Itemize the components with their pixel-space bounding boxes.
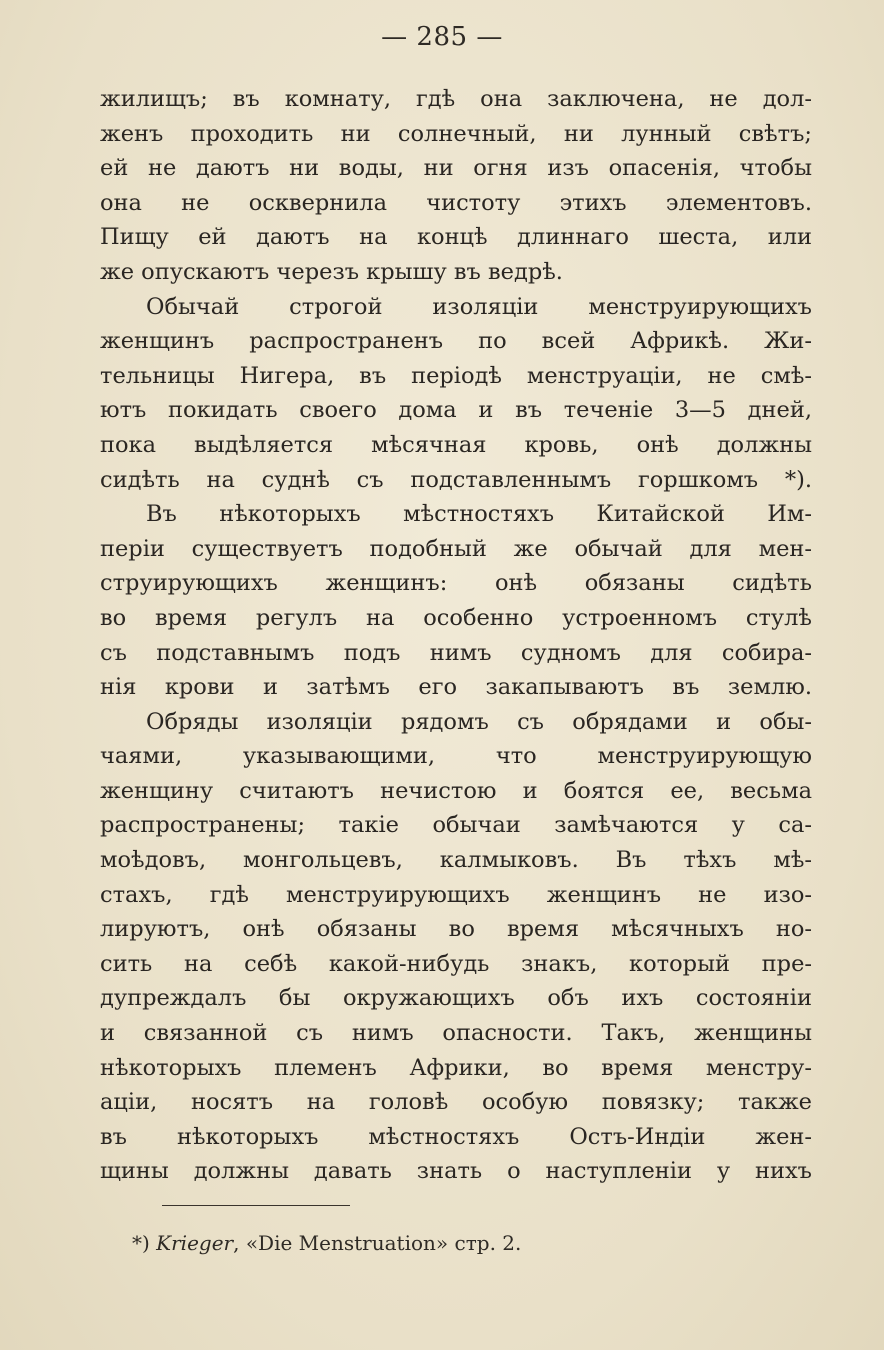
text-line: распространены; такіе обычаи замѣчаются у са- — [100, 812, 812, 839]
text-line: періи существуетъ подобный же обычай для мен- — [100, 535, 812, 562]
text-line: нія крови и затѣмъ его закапываютъ въ землю. — [100, 674, 812, 701]
page-number: — 285 — — [381, 22, 503, 52]
footnote-citation: , «Die Menstruation» стр. 2. — [233, 1231, 522, 1255]
text-line: во время регулъ на особенно устроенномъ стулѣ — [100, 604, 812, 631]
text-line: сидѣть на суднѣ съ подставленнымъ горшкомъ *). — [100, 466, 812, 493]
text-line: жилищъ; въ комнату, гдѣ она заключена, не дол- — [100, 86, 812, 112]
text-line: и связанной съ нимъ опасности. Такъ, женщины — [100, 1020, 812, 1047]
text-line: тельницы Нигера, въ періодѣ менструаціи, не смѣ- — [100, 362, 812, 389]
text-line: женщину считаютъ нечистою и боятся ее, весьма — [100, 777, 812, 804]
text-line: женъ проходить ни солнечный, ни лунный свѣтъ; — [100, 120, 812, 147]
text-line: чаями, указывающими, что менструирующую — [100, 743, 812, 770]
text-line: она не осквернила чистоту этихъ элементовъ. — [100, 189, 812, 216]
text-line: въ нѣкоторыхъ мѣстностяхъ Остъ-Индіи жен- — [100, 1123, 812, 1150]
text-line: стахъ, гдѣ менструирующихъ женщинъ не изо- — [100, 881, 812, 908]
text-line: аціи, носятъ на головѣ особую повязку; также — [100, 1089, 812, 1116]
text-line: моѣдовъ, монгольцевъ, калмыковъ. Въ тѣхъ мѣ- — [100, 847, 812, 874]
text-line: сить на себѣ какой-нибудь знакъ, который пре- — [100, 950, 812, 977]
text-line: же опускаютъ черезъ крышу въ ведрѣ. — [100, 258, 563, 285]
text-line: съ подставнымъ подъ нимъ судномъ для собира- — [100, 639, 812, 666]
text-line: струирующихъ женщинъ: онѣ обязаны сидѣть — [100, 570, 812, 597]
text-line: Обряды изоляціи рядомъ съ обрядами и обы- — [146, 708, 812, 735]
text-line: Пищу ей даютъ на концѣ длиннаго шеста, или — [100, 224, 812, 251]
text-line: Обычай строгой изоляціи менструирующихъ — [146, 293, 812, 320]
text-line: лируютъ, онѣ обязаны во время мѣсячныхъ но- — [100, 916, 812, 943]
text-line: женщинъ распространенъ по всей Африкѣ. Жи- — [100, 328, 812, 355]
text-line: пока выдѣляется мѣсячная кровь, онѣ должны — [100, 431, 812, 458]
footnote-author: Krieger — [156, 1231, 234, 1255]
footnote-divider — [162, 1205, 350, 1206]
text-line: нѣкоторыхъ племенъ Африки, во время менстру- — [100, 1054, 812, 1081]
text-line: щины должны давать знать о наступленіи у нихъ — [100, 1158, 812, 1185]
text-line: дупреждалъ бы окружающихъ объ ихъ состояніи — [100, 985, 812, 1012]
footnote-marker: *) — [132, 1231, 150, 1255]
footnote — [132, 1229, 521, 1257]
body-text — [100, 82, 812, 1189]
text-line: ютъ покидать своего дома и въ теченіе 3—5 дней, — [100, 397, 812, 424]
text-line: ей не даютъ ни воды, ни огня изъ опасенія, чтобы — [100, 155, 812, 182]
text-line: Въ нѣкоторыхъ мѣстностяхъ Китайской Им- — [146, 501, 812, 528]
